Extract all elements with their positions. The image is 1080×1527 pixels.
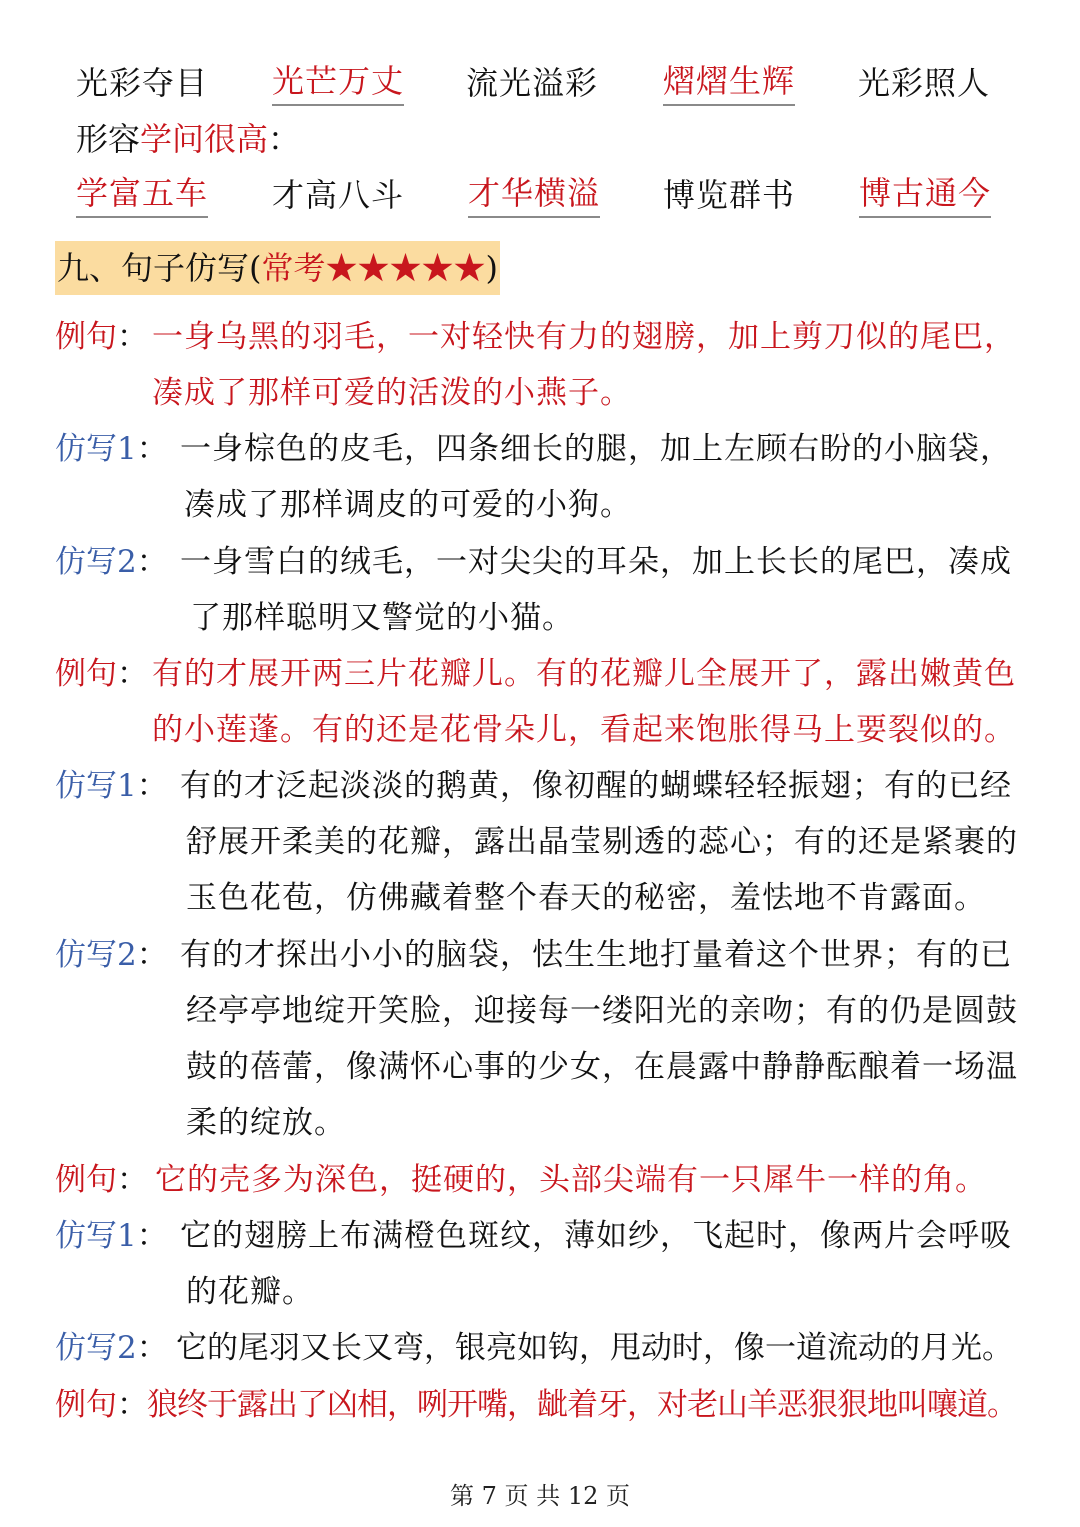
idiom: 光彩夺目: [76, 64, 209, 102]
category-heading: [76, 114, 300, 164]
category-prefix: 形容: [76, 120, 141, 158]
imitation-sentence-line: 有的才探出小小的脑袋，怯生生地打量着这个世界；有的已: [180, 937, 1012, 973]
imitation-label-text: 仿写: [55, 937, 117, 973]
example-label-text: 例句: [55, 319, 117, 355]
example-label-text: 例句: [55, 1387, 117, 1423]
imitation-label: [55, 1325, 168, 1371]
example-sentence-line: 凑成了那样可爱的活泼的小燕子。: [152, 375, 632, 411]
imitation-sentence-line: 的花瓣。: [186, 1274, 314, 1310]
imitation-sentence-line: 鼓的蓓蕾，像满怀心事的少女，在晨露中静静酝酿着一场温: [186, 1049, 1018, 1085]
footer-suffix: 页: [606, 1482, 631, 1510]
idiom: 博览群书: [663, 176, 796, 214]
section-close: ): [485, 249, 499, 287]
imitation-sentence-line: 舒展开柔美的花瓣，露出晶莹剔透的蕊心；有的还是紧裹的: [186, 824, 1018, 860]
footer-middle: 页 共: [504, 1482, 561, 1510]
imitation-sentence-line: 柔的绽放。: [186, 1105, 346, 1141]
idiom: 光彩照人: [858, 64, 991, 102]
example-label: [55, 1157, 148, 1203]
imitation-number: 2: [117, 937, 137, 973]
imitation-number: 1: [117, 768, 137, 804]
label-colon: ：: [136, 1218, 168, 1254]
section-title: 句子仿写(: [121, 249, 262, 287]
section-number: 九、: [57, 249, 122, 287]
label-colon: ：: [117, 656, 148, 692]
section-heading: [55, 241, 500, 295]
imitation-sentence-line: 经亭亭地绽开笑脸，迎接每一缕阳光的亲吻；有的仍是圆鼓: [186, 993, 1018, 1029]
example-sentence-line: 狼终于露出了凶相，咧开嘴，龇着牙，对老山羊恶狠狠地叫嚷道。: [147, 1387, 1017, 1423]
idiom-highlighted: 熠熠生辉: [663, 58, 795, 106]
example-label: [55, 314, 148, 360]
idiom-row-light: [76, 58, 1036, 108]
page-footer: [0, 1478, 1080, 1514]
star-rating: ★★★★★: [325, 249, 486, 287]
imitation-label-text: 仿写: [55, 1218, 117, 1254]
imitation-sentence-line: 它的翅膀上布满橙色斑纹，薄如纱，飞起时，像两片会呼吸: [180, 1218, 1012, 1254]
imitation-number: 1: [117, 431, 137, 467]
label-colon: ：: [136, 431, 168, 467]
imitation-label-text: 仿写: [55, 768, 117, 804]
label-colon: ：: [117, 1162, 148, 1198]
idiom: 流光溢彩: [466, 64, 599, 102]
idiom-row-knowledge: [76, 170, 1036, 220]
example-label-text: 例句: [55, 656, 117, 692]
example-label: [55, 651, 148, 697]
section-tag: 常考: [261, 249, 326, 287]
example-label-text: 例句: [55, 1162, 117, 1198]
imitation-label: [55, 539, 168, 585]
category-topic: 学问很高: [140, 120, 269, 158]
imitation-sentence-line: 玉色花苞，仿佛藏着整个春天的秘密，羞怯地不肯露面。: [186, 880, 986, 916]
imitation-number: 2: [117, 1330, 137, 1366]
imitation-sentence-line: 了那样聪明又警觉的小猫。: [190, 600, 574, 636]
imitation-sentence-line: 凑成了那样调皮的可爱的小狗。: [184, 487, 632, 523]
label-colon: ：: [117, 1387, 148, 1423]
footer-prefix: 第: [449, 1482, 474, 1510]
idiom: 才高八斗: [272, 176, 405, 214]
label-colon: ：: [136, 544, 168, 580]
imitation-sentence-line: 一身雪白的绒毛，一对尖尖的耳朵，加上长长的尾巴，凑成: [180, 544, 1012, 580]
label-colon: ：: [136, 1330, 168, 1366]
imitation-label-text: 仿写: [55, 1330, 117, 1366]
label-colon: ：: [117, 319, 148, 355]
example-sentence-line: 的小莲蓬。有的还是花骨朵儿，看起来饱胀得马上要裂似的。: [152, 712, 1016, 748]
page-number: 7: [481, 1482, 497, 1510]
label-colon: ：: [136, 937, 168, 973]
imitation-label-text: 仿写: [55, 544, 117, 580]
imitation-sentence-line: 有的才泛起淡淡的鹅黄，像初醒的蝴蝶轻轻振翅；有的已经: [180, 768, 1012, 804]
example-sentence-line: 它的壳多为深色，挺硬的，头部尖端有一只犀牛一样的角。: [155, 1162, 987, 1198]
category-colon: ：: [268, 120, 301, 158]
idiom-highlighted: 博古通今: [859, 170, 991, 218]
example-label: [55, 1382, 148, 1428]
imitation-label: [55, 932, 168, 978]
example-sentence-line: 有的才展开两三片花瓣儿。有的花瓣儿全展开了，露出嫩黄色: [152, 656, 1016, 692]
idiom-highlighted: 学富五车: [76, 170, 208, 218]
idiom-highlighted: 才华横溢: [468, 170, 600, 218]
label-colon: ：: [136, 768, 168, 804]
imitation-label-text: 仿写: [55, 431, 117, 467]
imitation-label: [55, 426, 168, 472]
imitation-label: [55, 1213, 168, 1259]
imitation-sentence-line: 一身棕色的皮毛，四条细长的腿，加上左顾右盼的小脑袋，: [180, 431, 1012, 467]
page-total: 12: [567, 1482, 599, 1510]
idiom-highlighted: 光芒万丈: [272, 58, 404, 106]
imitation-number: 2: [117, 544, 137, 580]
example-sentence-line: 一身乌黑的羽毛，一对轻快有力的翅膀，加上剪刀似的尾巴，: [152, 319, 1016, 355]
imitation-sentence-line: 它的尾羽又长又弯，银亮如钩，甩动时，像一道流动的月光。: [176, 1330, 1013, 1366]
imitation-number: 1: [117, 1218, 137, 1254]
imitation-label: [55, 763, 168, 809]
